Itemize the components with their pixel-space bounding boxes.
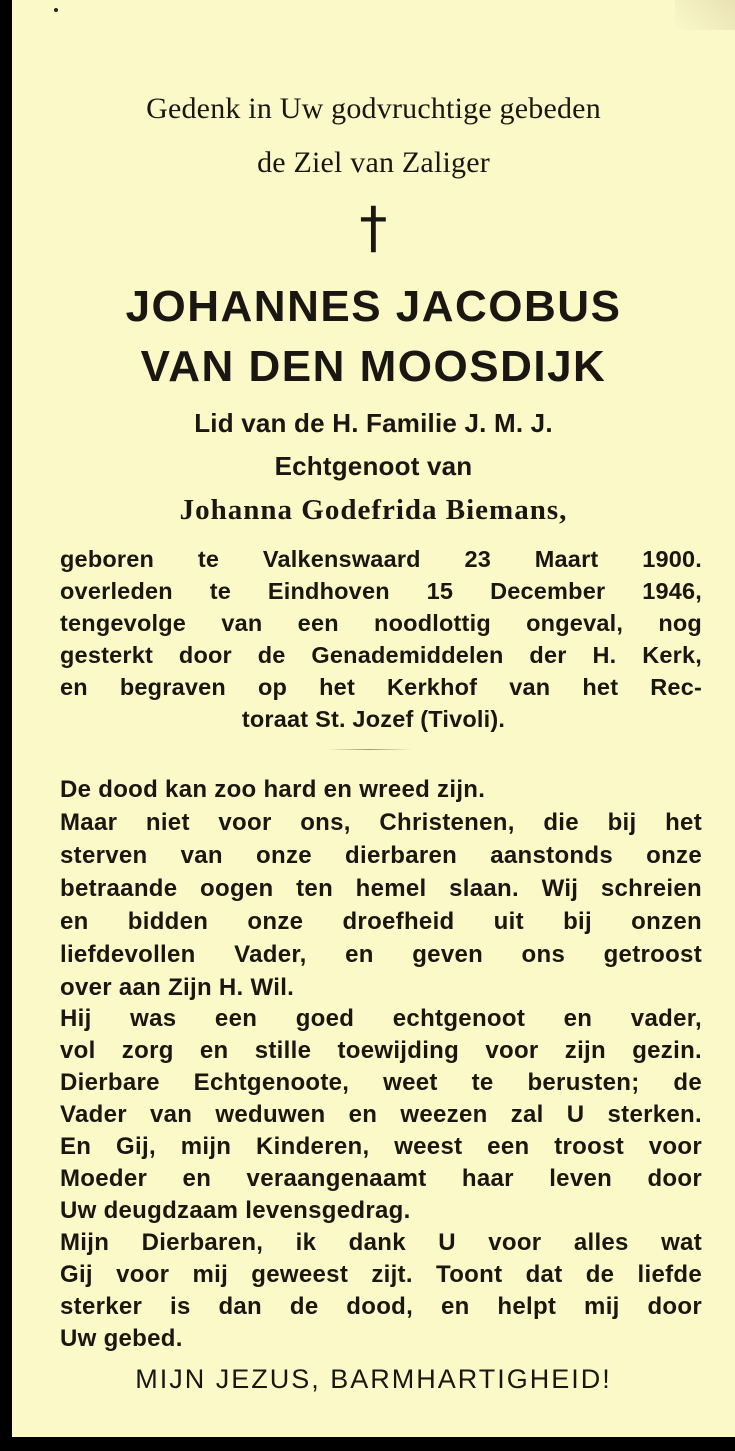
membership-text: Lid van de H. Familie J. M. J. bbox=[194, 408, 553, 438]
prayer-line: Vader van weduwen en weezen zal U sterken. bbox=[60, 1101, 702, 1128]
bio-line: en begraven op het Kerkhof van het Rec- bbox=[60, 674, 702, 700]
prayer-line: betraande oogen ten hemel slaan. Wij schreien bbox=[60, 875, 702, 902]
relation-text: Echtgenoot van bbox=[274, 451, 473, 481]
bio-line: gesterkt door de Genademiddelen der H. Kerk, bbox=[60, 642, 702, 668]
prayer-line: Moeder en veraangenaamt haar leven door bbox=[60, 1165, 702, 1192]
prayer-line: Dierbare Echtgenoote, weet te berusten; de bbox=[60, 1069, 702, 1096]
prayer-line: liefdevollen Vader, en geven ons getroost bbox=[60, 941, 702, 968]
closing-invocation: MIJN JEZUS, BARMHARTIGHEID! bbox=[135, 1364, 612, 1394]
deceased-name-line-2: VAN DEN MOOSDIJK bbox=[140, 342, 607, 391]
prayer-line: sterker is dan de dood, en helpt mij door bbox=[60, 1293, 702, 1320]
prayer-line: en bidden onze droefheid uit bij onzen bbox=[60, 908, 702, 935]
divider bbox=[327, 749, 412, 750]
bio-line: overleden te Eindhoven 15 December 1946, bbox=[60, 578, 702, 604]
bio-line: tengevolge van een noodlottig ongeval, nog bbox=[60, 610, 702, 636]
prayer-line: vol zorg en stille toewijding voor zijn gezin. bbox=[60, 1037, 702, 1064]
prayer-line: Mijn Dierbaren, ik dank U voor alles wat bbox=[60, 1229, 702, 1256]
prayer-line: Uw deugdzaam levensgedrag. bbox=[60, 1197, 411, 1224]
prayer-line: Maar niet voor ons, Christenen, die bij het bbox=[60, 809, 702, 836]
intro-line-2: de Ziel van Zaliger bbox=[257, 146, 490, 179]
intro-line-1: Gedenk in Uw godvruchtige gebeden bbox=[146, 92, 601, 125]
prayer-line: Uw gebed. bbox=[60, 1325, 183, 1352]
deceased-name-line-1: JOHANNES JACOBUS bbox=[125, 282, 622, 331]
speck bbox=[54, 8, 58, 12]
prayer-line: over aan Zijn H. Wil. bbox=[60, 974, 295, 1001]
prayer-line: Hij was een goed echtgenoot en vader, bbox=[60, 1005, 702, 1032]
bio-line: geboren te Valkenswaard 23 Maart 1900. bbox=[60, 546, 702, 572]
prayer-line: sterven van onze dierbaren aanstonds onze bbox=[60, 842, 702, 869]
cross-icon: † bbox=[359, 196, 388, 261]
prayer-line: En Gij, mijn Kinderen, weest een troost voor bbox=[60, 1133, 702, 1160]
memorial-card bbox=[12, 0, 735, 1437]
prayer-line: Gij voor mij geweest zijt. Toont dat de liefde bbox=[60, 1261, 702, 1288]
prayer-line: De dood kan zoo hard en wreed zijn. bbox=[60, 776, 486, 803]
bio-line: toraat St. Jozef (Tivoli). bbox=[241, 706, 506, 732]
spouse-name: Johanna Godefrida Biemans, bbox=[179, 494, 568, 526]
